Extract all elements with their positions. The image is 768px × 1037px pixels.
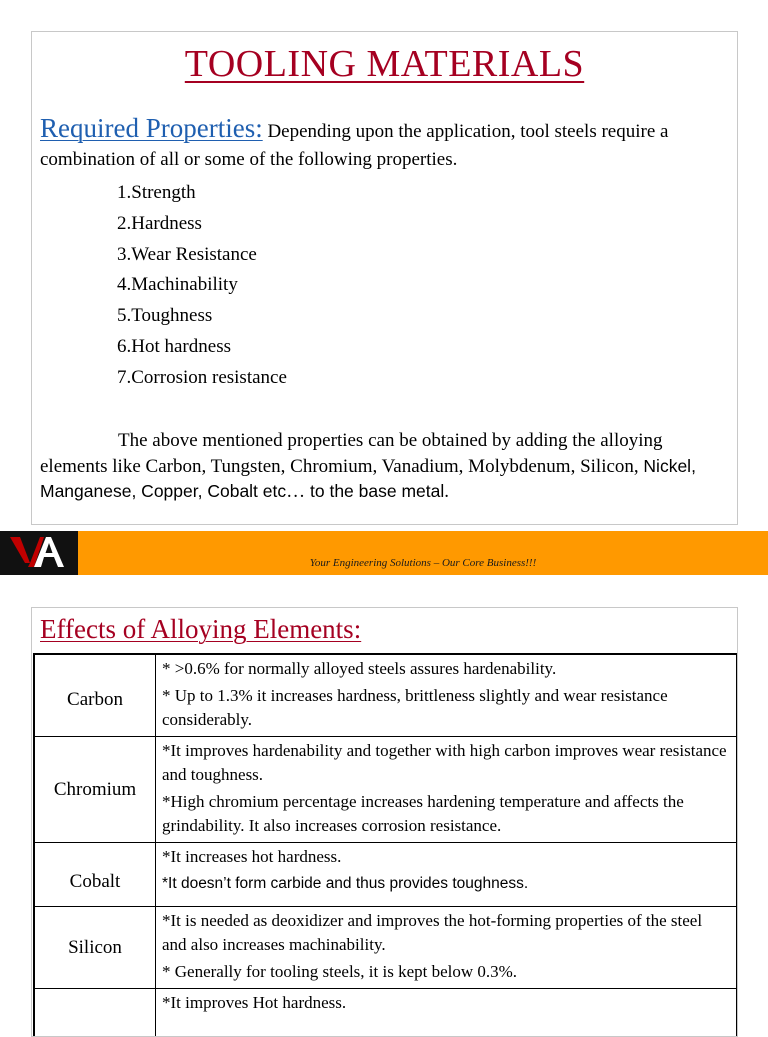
- slide-title: Effects of Alloying Elements:: [40, 614, 361, 645]
- element-name: [34, 989, 156, 1037]
- slide-alloying-elements: [31, 607, 738, 1037]
- va-logo: [0, 531, 78, 575]
- list-item: 1.Strength: [117, 178, 287, 209]
- table-row: [34, 737, 737, 843]
- table-row: [34, 989, 737, 1037]
- slide-title: TOOLING MATERIALS: [32, 42, 737, 86]
- table-row: [34, 907, 737, 989]
- list-item: 2.Hardness: [117, 209, 287, 240]
- intro-text: Depending upon the application, tool steels require a combination of all or some of the following properties.: [40, 121, 668, 170]
- table-row: [34, 654, 737, 737]
- alloying-paragraph: The above mentioned properties can be obtained by adding the alloying elements like Carbon, Tungsten, Chromium, Vanadium, Molybdenum, Silicon, Nickel, Manganese, Copper, Cobalt etc… to the base metal.: [40, 428, 727, 505]
- va-logo-mark: [4, 533, 74, 573]
- element-name: Carbon: [34, 654, 156, 737]
- element-name: Chromium: [34, 737, 156, 843]
- list-item: 7.Corrosion resistance: [117, 363, 287, 394]
- element-effects: * >0.6% for normally alloyed steels assures hardenability. * Up to 1.3% it increases hardness, brittleness slightly and wear resistance considerably.: [156, 654, 738, 737]
- element-effects: *It is needed as deoxidizer and improves the hot-forming properties of the steel and also increases machinability. * Generally for tooling steels, it is kept below 0.3%.: [156, 907, 738, 989]
- element-effects: *It improves Hot hardness.: [156, 989, 738, 1037]
- footer-band: [0, 531, 768, 575]
- properties-list: [117, 178, 287, 394]
- list-item: 5.Toughness: [117, 301, 287, 332]
- alloying-elements-table: [33, 653, 738, 1037]
- element-effects: *It improves hardenability and together with high carbon improves wear resistance and toughness. *High chromium percentage increases hardening temperature and affects the grindability. It also increases corrosion resistance.: [156, 737, 738, 843]
- slide-tooling-materials: [31, 31, 738, 525]
- element-name: Silicon: [34, 907, 156, 989]
- element-name: Cobalt: [34, 843, 156, 907]
- table-row: [34, 843, 737, 907]
- intro-paragraph: [40, 114, 729, 174]
- list-item: 4.Machinability: [117, 270, 287, 301]
- list-item: 3.Wear Resistance: [117, 240, 287, 271]
- element-effects: *It increases hot hardness. *It doesn’t form carbide and thus provides toughness.: [156, 843, 738, 907]
- list-item: 6.Hot hardness: [117, 332, 287, 363]
- intro-heading: Required Properties:: [40, 113, 263, 143]
- footer-tagline: Your Engineering Solutions – Our Core Business!!!: [78, 557, 768, 569]
